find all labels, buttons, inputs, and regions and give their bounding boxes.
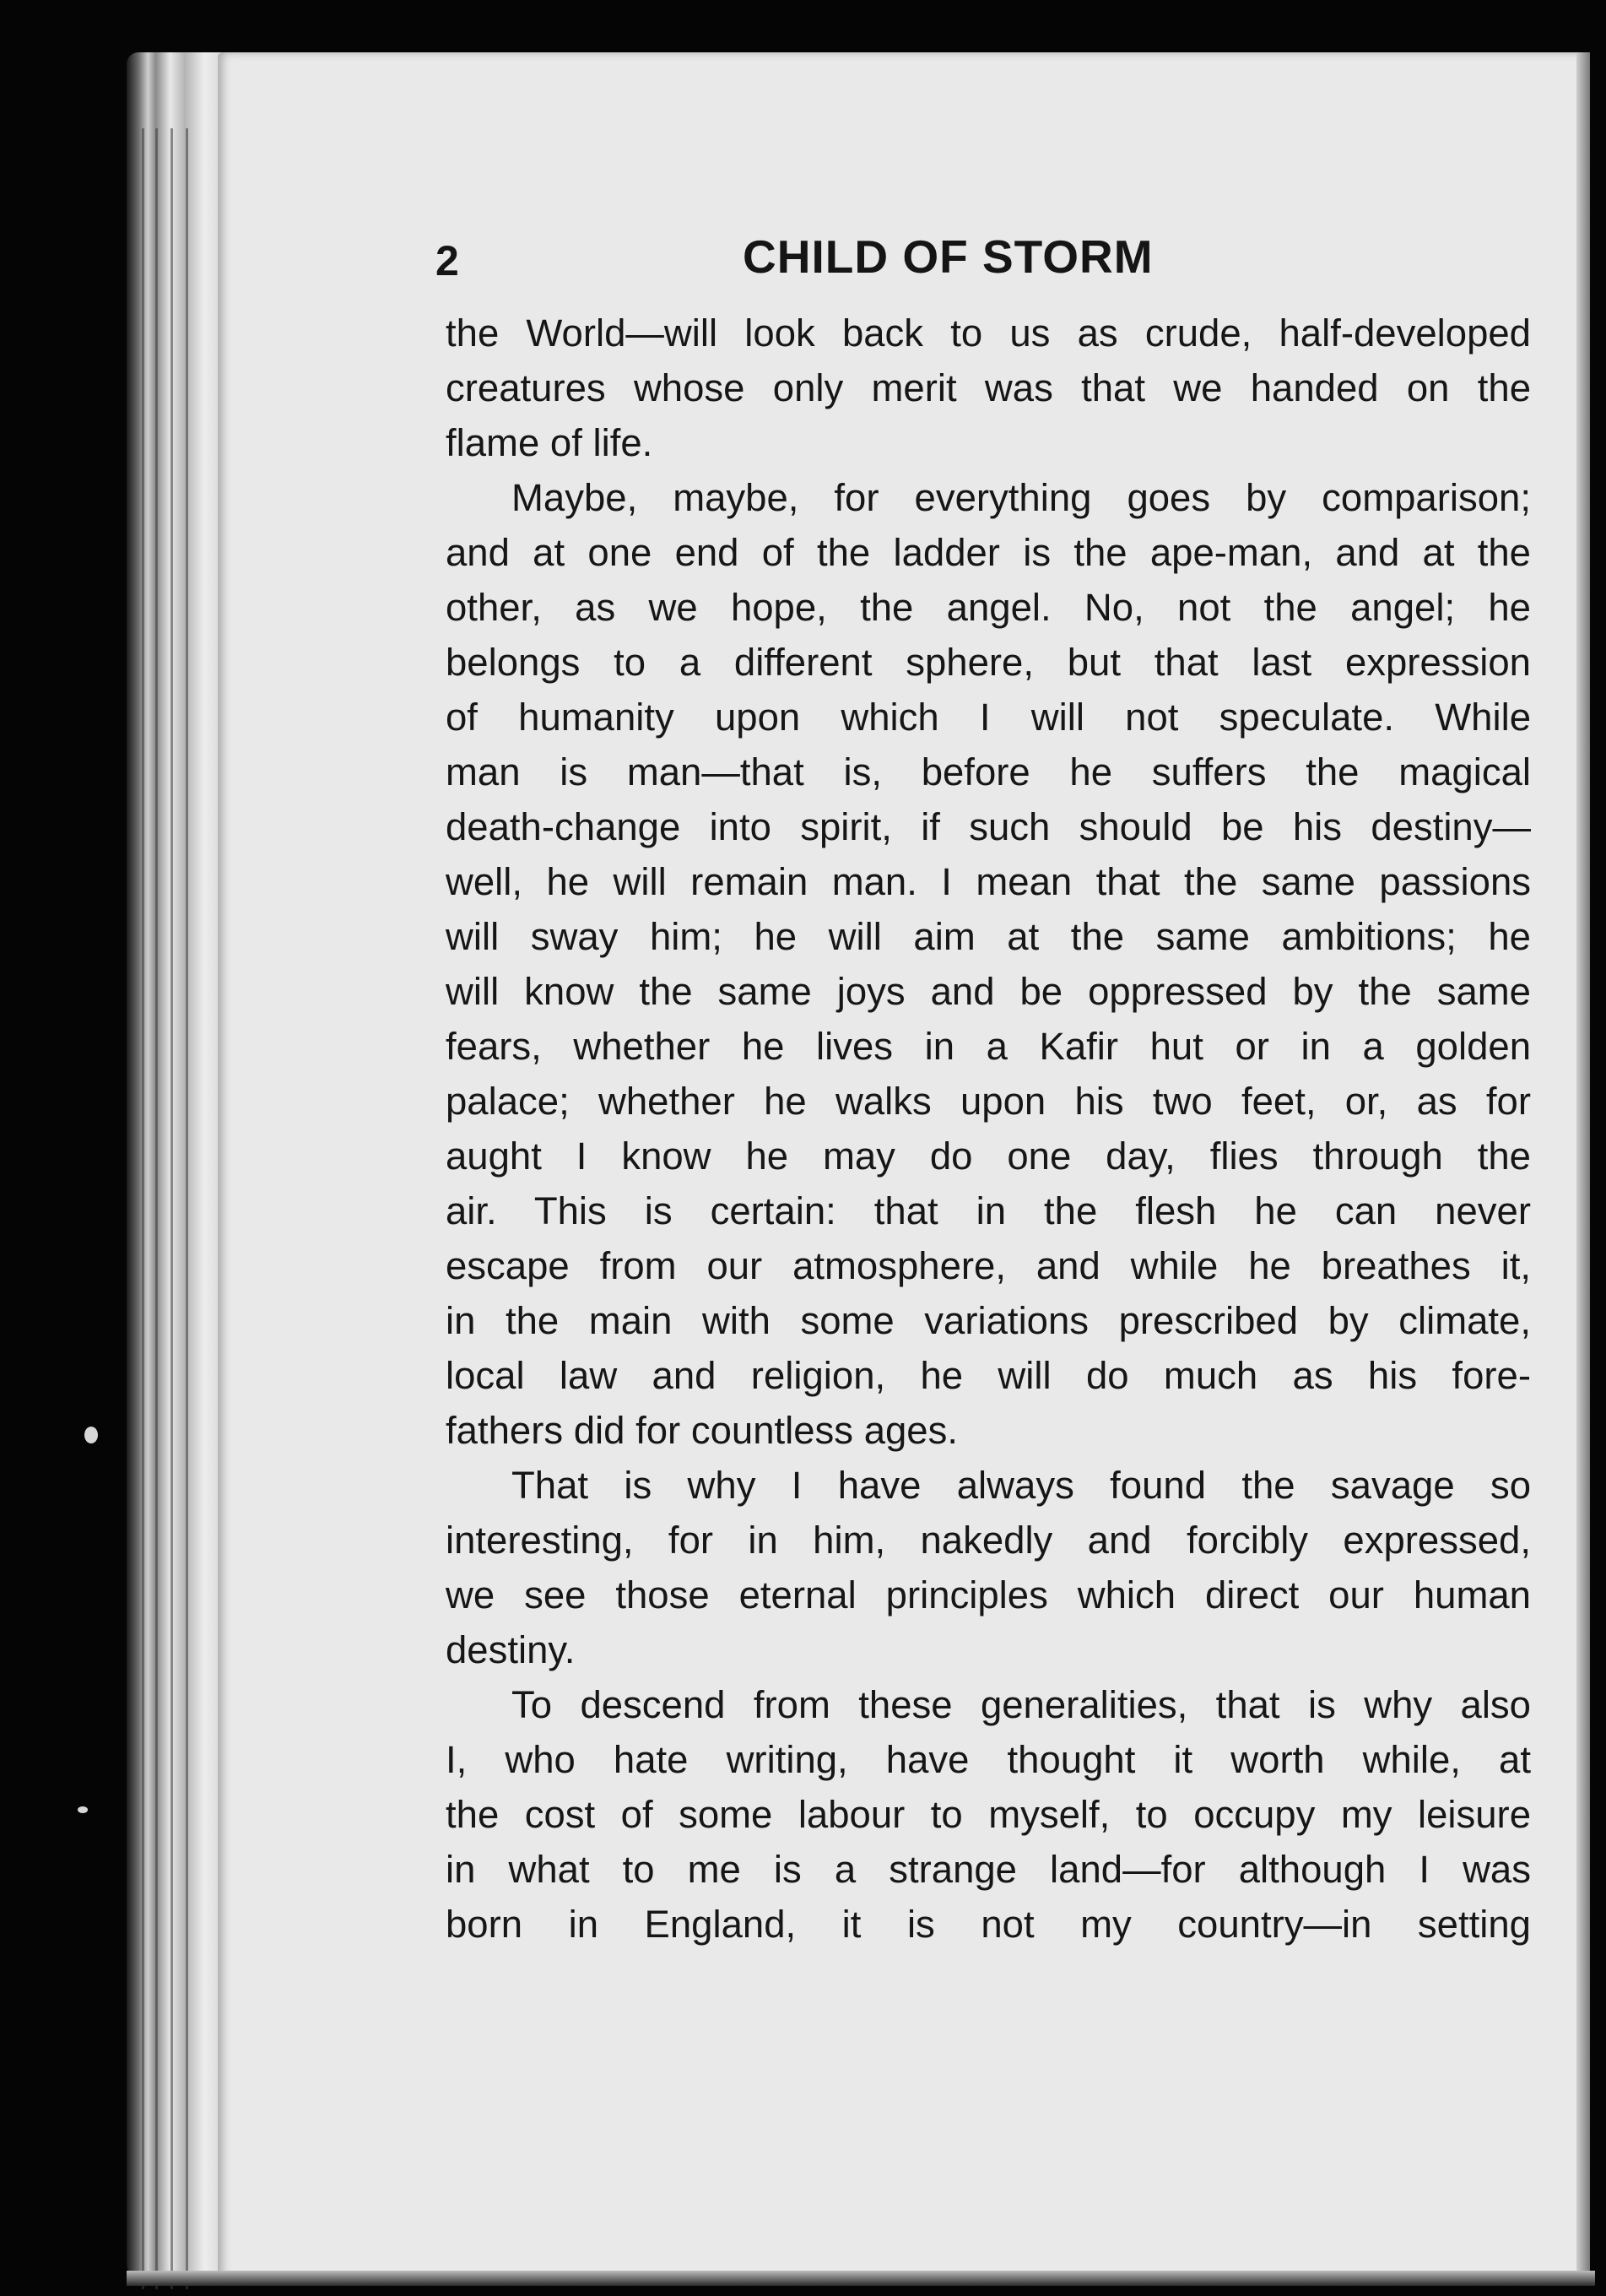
text-line: local law and religion, he will do much as his fore- [446, 1354, 1531, 1397]
text-line: air. This is certain: that in the flesh he can never [446, 1189, 1531, 1232]
text-line: the cost of some labour to myself, to occupy my leisure [446, 1793, 1531, 1836]
page-body-text [446, 306, 1531, 1952]
text-line: born in England, it is not my country—in setting [446, 1903, 1531, 1946]
text-line: of humanity upon which I will not speculate. While [446, 696, 1531, 739]
text-line: in what to me is a strange land—for although I was [446, 1848, 1531, 1891]
text-line: interesting, for in him, nakedly and forcibly expressed, [446, 1519, 1531, 1562]
text-line: will know the same joys and be oppressed by the same [446, 970, 1531, 1013]
text-line: Maybe, maybe, for everything goes by comparison; [511, 476, 1531, 519]
text-line: flame of life. [446, 421, 653, 464]
spine-line [186, 128, 188, 2289]
text-line: the World—will look back to us as crude, half-developed [446, 311, 1531, 355]
page-right-edge [1576, 52, 1590, 2285]
text-line: destiny. [446, 1628, 576, 1671]
text-line: other, as we hope, the angel. No, not the angel; he [446, 586, 1531, 629]
text-line: fears, whether he lives in a Kafir hut or in a golden [446, 1025, 1531, 1068]
text-line: That is why I have always found the savage so [511, 1464, 1531, 1507]
text-line: man is man—that is, before he suffers the magical [446, 750, 1531, 793]
text-line: we see those eternal principles which direct our human [446, 1573, 1531, 1616]
text-line: escape from our atmosphere, and while he breathes it, [446, 1244, 1531, 1287]
spine-line [142, 128, 144, 2289]
text-line: creatures whose only merit was that we handed on the [446, 366, 1531, 409]
scan-speck [84, 1427, 98, 1443]
text-line: death-change into spirit, if such should be his destiny— [446, 805, 1531, 848]
text-line: I, who hate writing, have thought it worth while, at [446, 1738, 1531, 1781]
page-number: 2 [435, 237, 459, 284]
scan-speck [78, 1806, 88, 1813]
text-line: belongs to a different sphere, but that last expression [446, 641, 1531, 684]
text-line: aught I know he may do one day, flies through the [446, 1134, 1531, 1178]
page-bottom-edge [127, 2271, 1595, 2286]
text-line: fathers did for countless ages. [446, 1409, 959, 1452]
text-line: and at one end of the ladder is the ape-man, and at the [446, 531, 1531, 574]
spine-line [170, 128, 173, 2289]
text-line: will sway him; he will aim at the same ambitions; he [446, 915, 1531, 958]
book-spine [127, 52, 224, 2281]
running-title: CHILD OF STORM [743, 230, 1154, 283]
text-line: well, he will remain man. I mean that the same passions [446, 860, 1531, 903]
text-line: To descend from these generalities, that is why also [511, 1683, 1531, 1726]
page-header [0, 230, 1606, 289]
text-line: in the main with some variations prescribed by climate, [446, 1299, 1531, 1342]
text-line: palace; whether he walks upon his two feet, or, as for [446, 1080, 1531, 1123]
spine-line [155, 128, 158, 2289]
